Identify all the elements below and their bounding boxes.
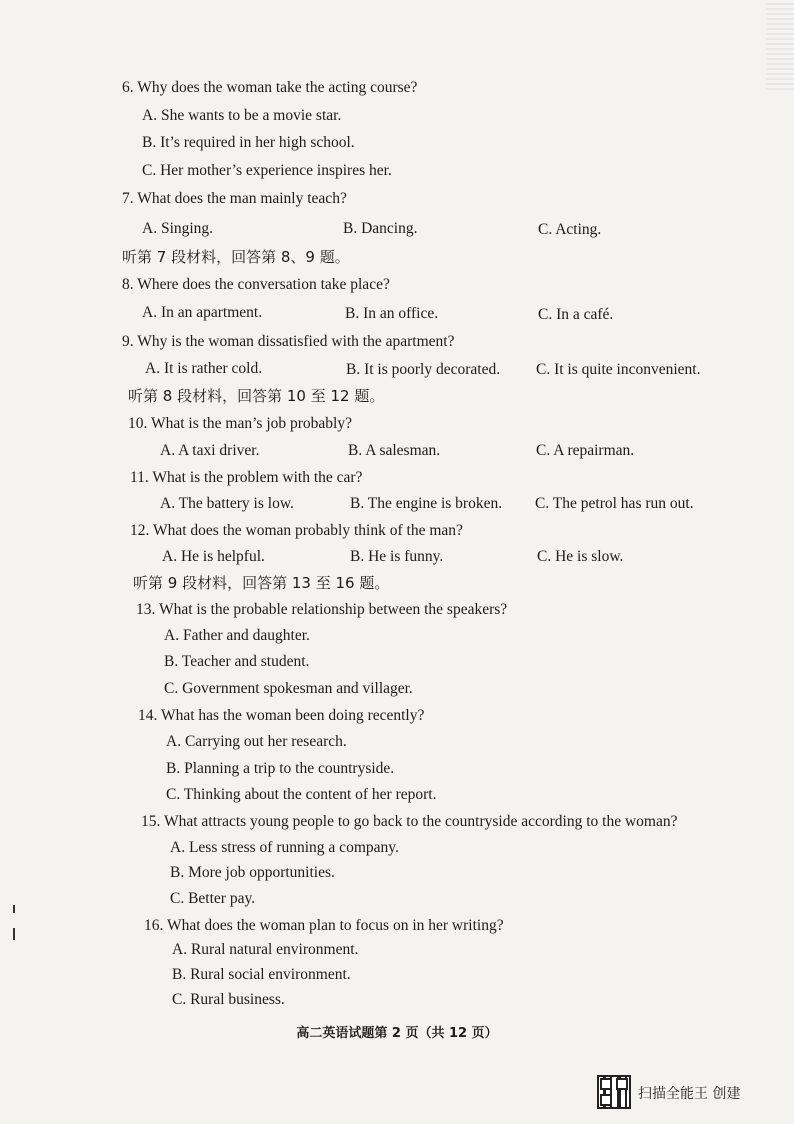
question-16-option-c: C. Rural business. [172, 991, 285, 1008]
question-12-option-b: B. He is funny. [350, 548, 444, 565]
question-14-option-a: A. Carrying out her research. [166, 733, 347, 750]
question-9-option-a: A. It is rather cold. [145, 360, 263, 377]
question-8-option-a: A. In an apartment. [142, 304, 263, 321]
question-7-option-b: B. Dancing. [343, 220, 418, 237]
question-12-option-c: C. He is slow. [537, 548, 624, 565]
question-10-option-c: C. A repairman. [536, 442, 635, 459]
question-15-option-c: C. Better pay. [170, 890, 256, 907]
question-9-stem: 9. Why is the woman dissatisfied with the apartment? [122, 333, 455, 350]
question-15-option-b: B. More job opportunities. [170, 864, 335, 881]
question-16-option-a: A. Rural natural environment. [172, 941, 359, 958]
question-13-option-c: C. Government spokesman and villager. [164, 680, 413, 697]
scan-edge-noise [766, 0, 794, 90]
question-14-stem: 14. What has the woman been doing recently? [138, 707, 425, 724]
question-15-stem: 15. What attracts young people to go back to the countryside according to the woman? [141, 813, 678, 830]
question-16-option-b: B. Rural social environment. [172, 966, 351, 983]
question-7-option-a: A. Singing. [142, 220, 214, 237]
qr-code-icon [597, 1075, 631, 1109]
question-16-stem: 16. What does the woman plan to focus on in her writing? [144, 917, 504, 934]
question-13-option-b: B. Teacher and student. [164, 653, 310, 670]
question-10-option-b: B. A salesman. [348, 442, 441, 459]
question-9-option-c: C. It is quite inconvenient. [536, 361, 701, 378]
scan-mark [13, 905, 15, 913]
question-7-option-c: C. Acting. [538, 221, 602, 238]
scanner-watermark: 扫描全能王 创建 [638, 1086, 741, 1102]
question-8-stem: 8. Where does the conversation take place? [122, 276, 390, 293]
question-6-stem: 6. Why does the woman take the acting course? [122, 79, 418, 96]
question-7-stem: 7. What does the man mainly teach? [122, 190, 347, 207]
section-heading-7: 听第 7 段材料，回答第 8、9 题。 [122, 248, 350, 266]
question-11-stem: 11. What is the problem with the car? [130, 469, 363, 486]
question-11-option-c: C. The petrol has run out. [535, 495, 694, 512]
section-heading-8: 听第 8 段材料，回答第 10 至 12 题。 [128, 387, 385, 405]
question-13-option-a: A. Father and daughter. [164, 627, 310, 644]
scan-mark [13, 928, 15, 940]
section-heading-9: 听第 9 段材料，回答第 13 至 16 题。 [133, 574, 390, 592]
question-12-stem: 12. What does the woman probably think of the man? [130, 522, 463, 539]
question-15-option-a: A. Less stress of running a company. [170, 839, 399, 856]
question-12-option-a: A. He is helpful. [162, 548, 265, 565]
question-6-option-b: B. It’s required in her high school. [142, 134, 355, 151]
question-11-option-b: B. The engine is broken. [350, 495, 503, 512]
question-10-stem: 10. What is the man’s job probably? [128, 415, 352, 432]
question-14-option-c: C. Thinking about the content of her report. [166, 786, 437, 803]
question-8-option-b: B. In an office. [345, 305, 439, 322]
question-6-option-a: A. She wants to be a movie star. [142, 107, 342, 124]
question-11-option-a: A. The battery is low. [160, 495, 294, 512]
question-14-option-b: B. Planning a trip to the countryside. [166, 760, 395, 777]
question-13-stem: 13. What is the probable relationship between the speakers? [136, 601, 508, 618]
question-6-option-c: C. Her mother’s experience inspires her. [142, 162, 392, 179]
question-8-option-c: C. In a café. [538, 306, 614, 323]
question-9-option-b: B. It is poorly decorated. [346, 361, 501, 378]
question-10-option-a: A. A taxi driver. [160, 442, 260, 459]
page-footer: 高二英语试题第 2 页（共 12 页） [296, 1026, 498, 1041]
